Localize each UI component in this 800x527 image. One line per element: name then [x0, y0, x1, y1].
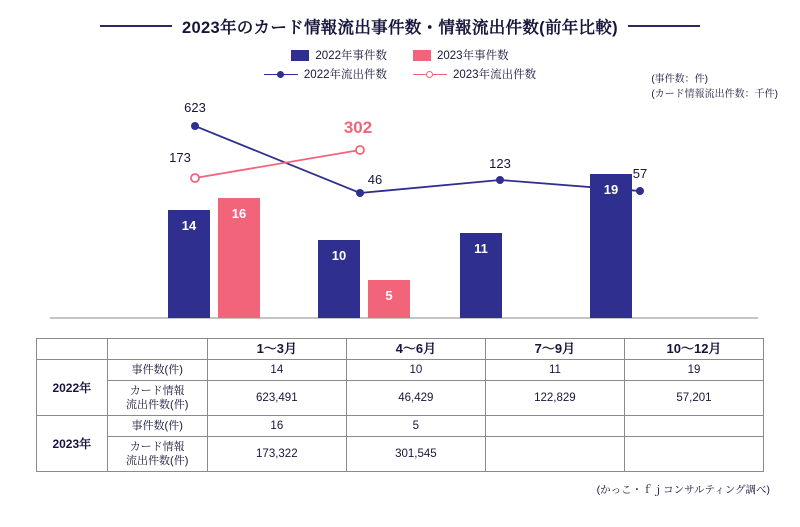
- cell-2023-cases-q1: 16: [207, 416, 346, 437]
- rowhead-2022-cases: 事件数(件): [107, 360, 207, 381]
- chart-title-row: [0, 14, 800, 38]
- source-footnote: (かっこ・ｆｊコンサルティング調べ): [596, 484, 770, 496]
- line-point-2022-q3: [496, 176, 504, 184]
- bar-label-2022-q3: 11: [474, 241, 488, 256]
- cell-2022-leaks-q2: 46,429: [346, 381, 485, 416]
- cell-2022-cases-q4: 19: [624, 360, 763, 381]
- year-label-2022: 2022年: [37, 360, 108, 416]
- cell-2023-leaks-q1: 173,322: [207, 437, 346, 472]
- period-spacer-2: [107, 339, 207, 360]
- cell-2022-leaks-q3: 122,829: [485, 381, 624, 416]
- line-point-2023-q2: [356, 146, 364, 154]
- cell-2023-cases-q3: [485, 416, 624, 437]
- legend-swatch-blue-icon: [291, 50, 309, 61]
- bar-label-2022-q1: 14: [181, 218, 197, 233]
- line-label-2023-q1: 173: [169, 150, 191, 165]
- chart-svg: [20, 88, 780, 338]
- cell-2022-leaks-q1: 623,491: [207, 381, 346, 416]
- cell-2023-leaks-q3: [485, 437, 624, 472]
- legend-line-pink-icon: [413, 69, 447, 80]
- table-row: [37, 437, 764, 472]
- cell-2023-cases-q4: [624, 416, 763, 437]
- line-label-2022-q4: 57: [632, 166, 648, 181]
- cell-2023-cases-q2: 5: [346, 416, 485, 437]
- page-title: 2023年のカード情報流出事件数・情報流出件数(前年比較): [182, 19, 618, 37]
- table-row: [37, 416, 764, 437]
- table-row: [37, 381, 764, 416]
- rowhead-2022-leaks-line2: 流出件数(件): [126, 399, 189, 411]
- line-point-2022-q2: [356, 189, 364, 197]
- year-label-2023: 2023年: [37, 416, 108, 472]
- legend-item-2022-line: [264, 66, 387, 82]
- line-label-2022-q3: 123: [489, 156, 511, 171]
- cell-2022-cases-q1: 14: [207, 360, 346, 381]
- bar-label-2022-q4: 19: [603, 182, 619, 197]
- legend-item-2022-bar: [291, 47, 387, 63]
- title-rule-right: [628, 25, 700, 27]
- period-spacer-1: [37, 339, 108, 360]
- bar-label-2023-q1: 16: [231, 206, 247, 221]
- period-label-q2: 4～6月: [346, 339, 485, 360]
- line-label-2023-q2: 302: [343, 118, 373, 137]
- line-label-2022-q2: 46: [367, 172, 383, 187]
- period-label-q4: 10～12月: [624, 339, 763, 360]
- cell-2022-leaks-q4: 57,201: [624, 381, 763, 416]
- legend-line-blue-icon: [264, 69, 298, 80]
- legend-row-bars: [291, 47, 508, 63]
- period-label-q1: 1～3月: [207, 339, 346, 360]
- rowhead-2023-leaks-line2: 流出件数(件): [126, 455, 189, 467]
- legend-swatch-pink-icon: [413, 50, 431, 61]
- legend-label-2022-line: 2022年流出件数: [303, 69, 387, 81]
- legend-label-2023-line: 2023年流出件数: [453, 69, 537, 81]
- table-row: [37, 360, 764, 381]
- bar-label-2022-q2: 10: [331, 248, 347, 263]
- title-rule-left: [100, 25, 172, 27]
- cell-2023-leaks-q2: 301,545: [346, 437, 485, 472]
- units-note-line2: (カード情報流出件数：千件): [651, 89, 778, 100]
- legend-row-lines: [264, 66, 536, 82]
- legend-label-2022-bar: 2022年事件数: [315, 50, 387, 62]
- rowhead-2023-leaks: [107, 437, 207, 472]
- line-point-2023-q1: [191, 174, 199, 182]
- chart-area: [20, 88, 780, 338]
- cell-2022-cases-q3: 11: [485, 360, 624, 381]
- line-point-2022-q1: [191, 122, 199, 130]
- period-label-q3: 7～9月: [485, 339, 624, 360]
- line-series-2022: [195, 126, 640, 193]
- units-note-line1: (事件数：件): [651, 74, 708, 85]
- table-period-row: [37, 339, 764, 360]
- line-label-2022-q1: 623: [184, 100, 206, 115]
- cell-2023-leaks-q4: [624, 437, 763, 472]
- rowhead-2022-leaks-line1: カード情報: [129, 385, 185, 397]
- line-point-2022-q4: [636, 187, 644, 195]
- data-table: [36, 338, 764, 472]
- legend-item-2023-bar: [413, 47, 509, 63]
- cell-2022-cases-q2: 10: [346, 360, 485, 381]
- legend-label-2023-bar: 2023年事件数: [437, 50, 509, 62]
- legend-item-2023-line: [413, 66, 536, 82]
- rowhead-2022-leaks: [107, 381, 207, 416]
- bar-label-2023-q2: 5: [385, 288, 393, 303]
- rowhead-2023-cases: 事件数(件): [107, 416, 207, 437]
- rowhead-2023-leaks-line1: カード情報: [129, 441, 185, 453]
- line-series-2023: [195, 150, 360, 178]
